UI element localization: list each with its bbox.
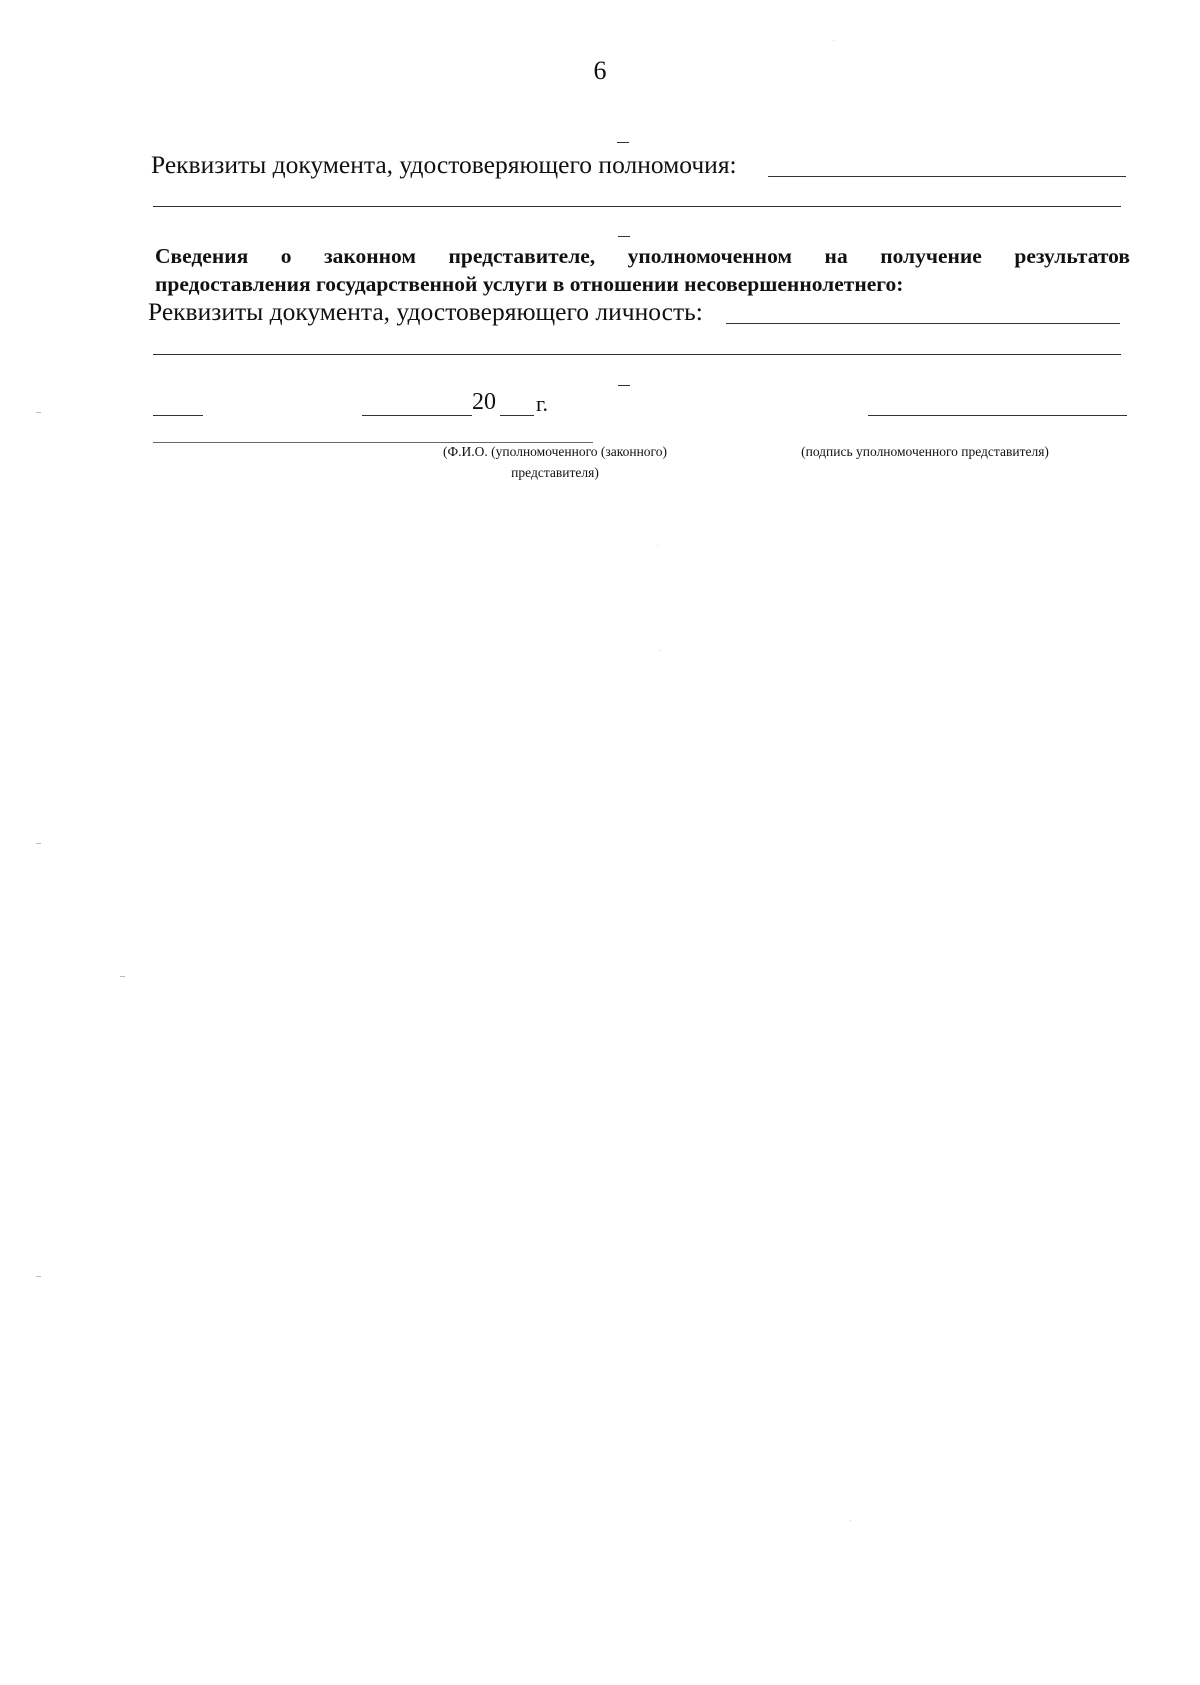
scan-artifact xyxy=(657,545,658,546)
month-fill-line xyxy=(362,415,472,416)
year-fill-line xyxy=(500,415,534,416)
fio-caption-line2: представителя) xyxy=(511,465,599,480)
fio-fill-line xyxy=(153,442,593,443)
scan-artifact xyxy=(36,412,41,413)
scan-artifact xyxy=(36,843,41,844)
year-prefix: 20 xyxy=(472,389,496,415)
identity-doc-continuation-line xyxy=(153,354,1121,355)
day-fill-line xyxy=(153,415,203,416)
scan-artifact xyxy=(660,650,661,651)
dash-mark xyxy=(618,236,630,237)
signature-caption: (подпись уполномоченного представителя) xyxy=(801,444,1049,459)
page-number: 6 xyxy=(593,56,607,85)
scan-artifact xyxy=(36,1276,41,1277)
identity-doc-fill-line xyxy=(726,323,1120,324)
authority-doc-continuation-line xyxy=(153,206,1121,207)
authority-doc-label: Реквизиты документа, удостоверяющего полномочия: xyxy=(151,150,737,179)
identity-doc-label: Реквизиты документа, удостоверяющего личность: xyxy=(148,297,703,326)
year-suffix: г. xyxy=(536,391,549,416)
scan-artifact xyxy=(833,40,834,41)
scan-artifact xyxy=(850,1520,851,1521)
signature-fill-line xyxy=(868,415,1127,416)
dash-mark xyxy=(617,142,629,143)
dash-mark xyxy=(618,385,630,386)
scan-artifact xyxy=(120,976,125,977)
authority-doc-fill-line xyxy=(768,176,1126,177)
legal-rep-heading-line2: предоставления государственной услуги в отношении несовершеннолетнего: xyxy=(155,272,904,296)
fio-caption-line1: (Ф.И.О. (уполномоченного (законного) xyxy=(443,444,667,459)
legal-rep-heading-line1: Сведения о законном представителе, уполномоченном на получение результатов xyxy=(155,244,1130,268)
